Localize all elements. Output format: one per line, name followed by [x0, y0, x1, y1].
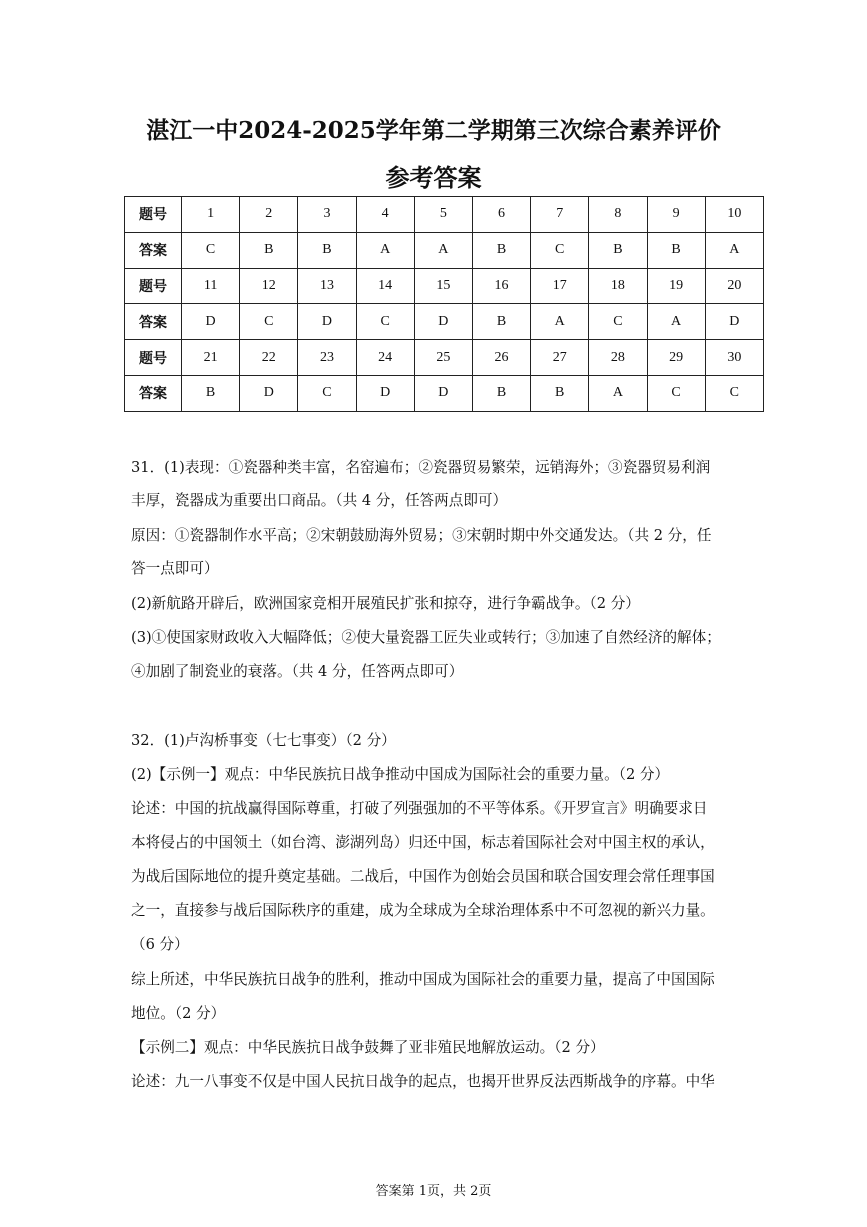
- question-number-cell: 12: [240, 268, 298, 304]
- question-number-cell: 5: [414, 197, 472, 233]
- question-row: [125, 268, 764, 304]
- question-header-cell: 题号: [125, 268, 182, 304]
- question-number-cell: 30: [705, 340, 763, 376]
- answer-letter-cell: C: [705, 375, 763, 411]
- question-number-cell: 21: [182, 340, 240, 376]
- question-number-cell: 10: [705, 197, 763, 233]
- answer-letter-cell: B: [182, 375, 240, 411]
- answer-line: 地位。（2 分）: [131, 1005, 226, 1022]
- answer-letter-cell: A: [356, 232, 414, 268]
- question-number-cell: 28: [589, 340, 647, 376]
- answer-line: 为战后国际地位的提升奠定基础。二战后，中国作为创始会员国和联合国安理会常任理事国: [131, 868, 715, 885]
- answer-line: 【示例二】观点：中华民族抗日战争鼓舞了亚非殖民地解放运动。（2 分）: [131, 1039, 605, 1056]
- answer-letter-cell: D: [414, 304, 472, 340]
- answer-header-cell: 答案: [125, 304, 182, 340]
- answer-letter-cell: C: [589, 304, 647, 340]
- question-number-cell: 15: [414, 268, 472, 304]
- answer-letter-cell: D: [414, 375, 472, 411]
- question-number-cell: 13: [298, 268, 356, 304]
- answer-line: 31．(1)表现：①瓷器种类丰富，名窑遍布；②瓷器贸易繁荣，远销海外；③瓷器贸易利润: [131, 459, 711, 476]
- answer-line: 之一，直接参与战后国际秩序的重建，成为全球成为全球治理体系中不可忽视的新兴力量。: [131, 902, 715, 919]
- answer-letter-cell: C: [240, 304, 298, 340]
- answer-letter-cell: A: [647, 304, 705, 340]
- answer-header-cell: 答案: [125, 375, 182, 411]
- question-number-cell: 17: [531, 268, 589, 304]
- question-number-cell: 2: [240, 197, 298, 233]
- question-number-cell: 22: [240, 340, 298, 376]
- answer-line: 论述：九一八事变不仅是中国人民抗日战争的起点，也揭开世界反法西斯战争的序幕。中华: [131, 1073, 715, 1090]
- answer-letter-cell: B: [472, 375, 530, 411]
- answer-row: [125, 375, 764, 411]
- answer-letter-cell: A: [589, 375, 647, 411]
- answer-letter-cell: B: [472, 232, 530, 268]
- answer-line: 原因：①瓷器制作水平高；②宋朝鼓励海外贸易；③宋朝时期中外交通发达。（共 2 分，任: [131, 527, 712, 544]
- question-number-cell: 14: [356, 268, 414, 304]
- question-number-cell: 4: [356, 197, 414, 233]
- question-header-cell: 题号: [125, 197, 182, 233]
- answer-line: ④加剧了制瓷业的衰落。（共 4 分，任答两点即可）: [131, 663, 464, 680]
- answer-line: (3)①使国家财政收入大幅降低；②使大量瓷器工匠失业或转行；③加速了自然经济的解体；: [131, 629, 721, 646]
- answer-letter-cell: C: [298, 375, 356, 411]
- question-number-cell: 27: [531, 340, 589, 376]
- question-number-cell: 18: [589, 268, 647, 304]
- question-row: [125, 197, 764, 233]
- answer-letter-cell: A: [414, 232, 472, 268]
- answer-letter-cell: D: [240, 375, 298, 411]
- answer-letter-cell: C: [647, 375, 705, 411]
- answer-line: 论述：中国的抗战赢得国际尊重，打破了列强强加的不平等体系。《开罗宣言》明确要求日: [131, 800, 708, 817]
- answer-letter-cell: B: [589, 232, 647, 268]
- answer-letter-cell: B: [531, 375, 589, 411]
- question-number-cell: 25: [414, 340, 472, 376]
- question-header-cell: 题号: [125, 340, 182, 376]
- question-number-cell: 8: [589, 197, 647, 233]
- answer-row: [125, 232, 764, 268]
- answer-line: 本将侵占的中国领土（如台湾、澎湖列岛）归还中国，标志着国际社会对中国主权的承认，: [131, 834, 715, 851]
- answer-letter-cell: B: [298, 232, 356, 268]
- answer-letter-cell: D: [182, 304, 240, 340]
- page-subtitle: 参考答案: [385, 163, 482, 192]
- answer-letter-cell: B: [472, 304, 530, 340]
- answer-letter-cell: C: [356, 304, 414, 340]
- question-number-cell: 20: [705, 268, 763, 304]
- question-row: [125, 340, 764, 376]
- answer-letter-cell: D: [298, 304, 356, 340]
- question-number-cell: 6: [472, 197, 530, 233]
- question-number-cell: 23: [298, 340, 356, 376]
- question-number-cell: 19: [647, 268, 705, 304]
- question-number-cell: 11: [182, 268, 240, 304]
- answer-line: (2)新航路开辟后，欧洲国家竞相开展殖民扩张和掠夺，进行争霸战争。（2 分）: [131, 595, 640, 612]
- answer-table: [124, 196, 764, 412]
- answer-line: 丰厚，瓷器成为重要出口商品。（共 4 分，任答两点即可）: [131, 492, 508, 509]
- answer-letter-cell: A: [531, 304, 589, 340]
- answer-letter-cell: A: [705, 232, 763, 268]
- question-number-cell: 16: [472, 268, 530, 304]
- answer-letter-cell: D: [356, 375, 414, 411]
- question-number-cell: 9: [647, 197, 705, 233]
- page-footer: 答案第 1页，共 2页: [375, 1184, 492, 1199]
- answer-line: 32．(1)卢沟桥事变（七七事变）（2 分）: [131, 732, 396, 749]
- answer-row: [125, 304, 764, 340]
- answer-header-cell: 答案: [125, 232, 182, 268]
- answer-letter-cell: B: [647, 232, 705, 268]
- question-number-cell: 29: [647, 340, 705, 376]
- answer-line: (2)【示例一】观点：中华民族抗日战争推动中国成为国际社会的重要力量。（2 分）: [131, 766, 670, 783]
- answer-letter-cell: D: [705, 304, 763, 340]
- answer-line: （6 分）: [131, 936, 189, 953]
- question-number-cell: 7: [531, 197, 589, 233]
- page-title: 湛江一中2024-2025学年第二学期第三次综合素养评价: [146, 117, 721, 144]
- question-number-cell: 26: [472, 340, 530, 376]
- question-number-cell: 1: [182, 197, 240, 233]
- answer-letter-cell: C: [531, 232, 589, 268]
- question-number-cell: 24: [356, 340, 414, 376]
- answer-line: 综上所述，中华民族抗日战争的胜利，推动中国成为国际社会的重要力量，提高了中国国际: [131, 971, 715, 988]
- answer-letter-cell: B: [240, 232, 298, 268]
- question-number-cell: 3: [298, 197, 356, 233]
- answer-line: 答一点即可）: [131, 560, 219, 577]
- answer-letter-cell: C: [182, 232, 240, 268]
